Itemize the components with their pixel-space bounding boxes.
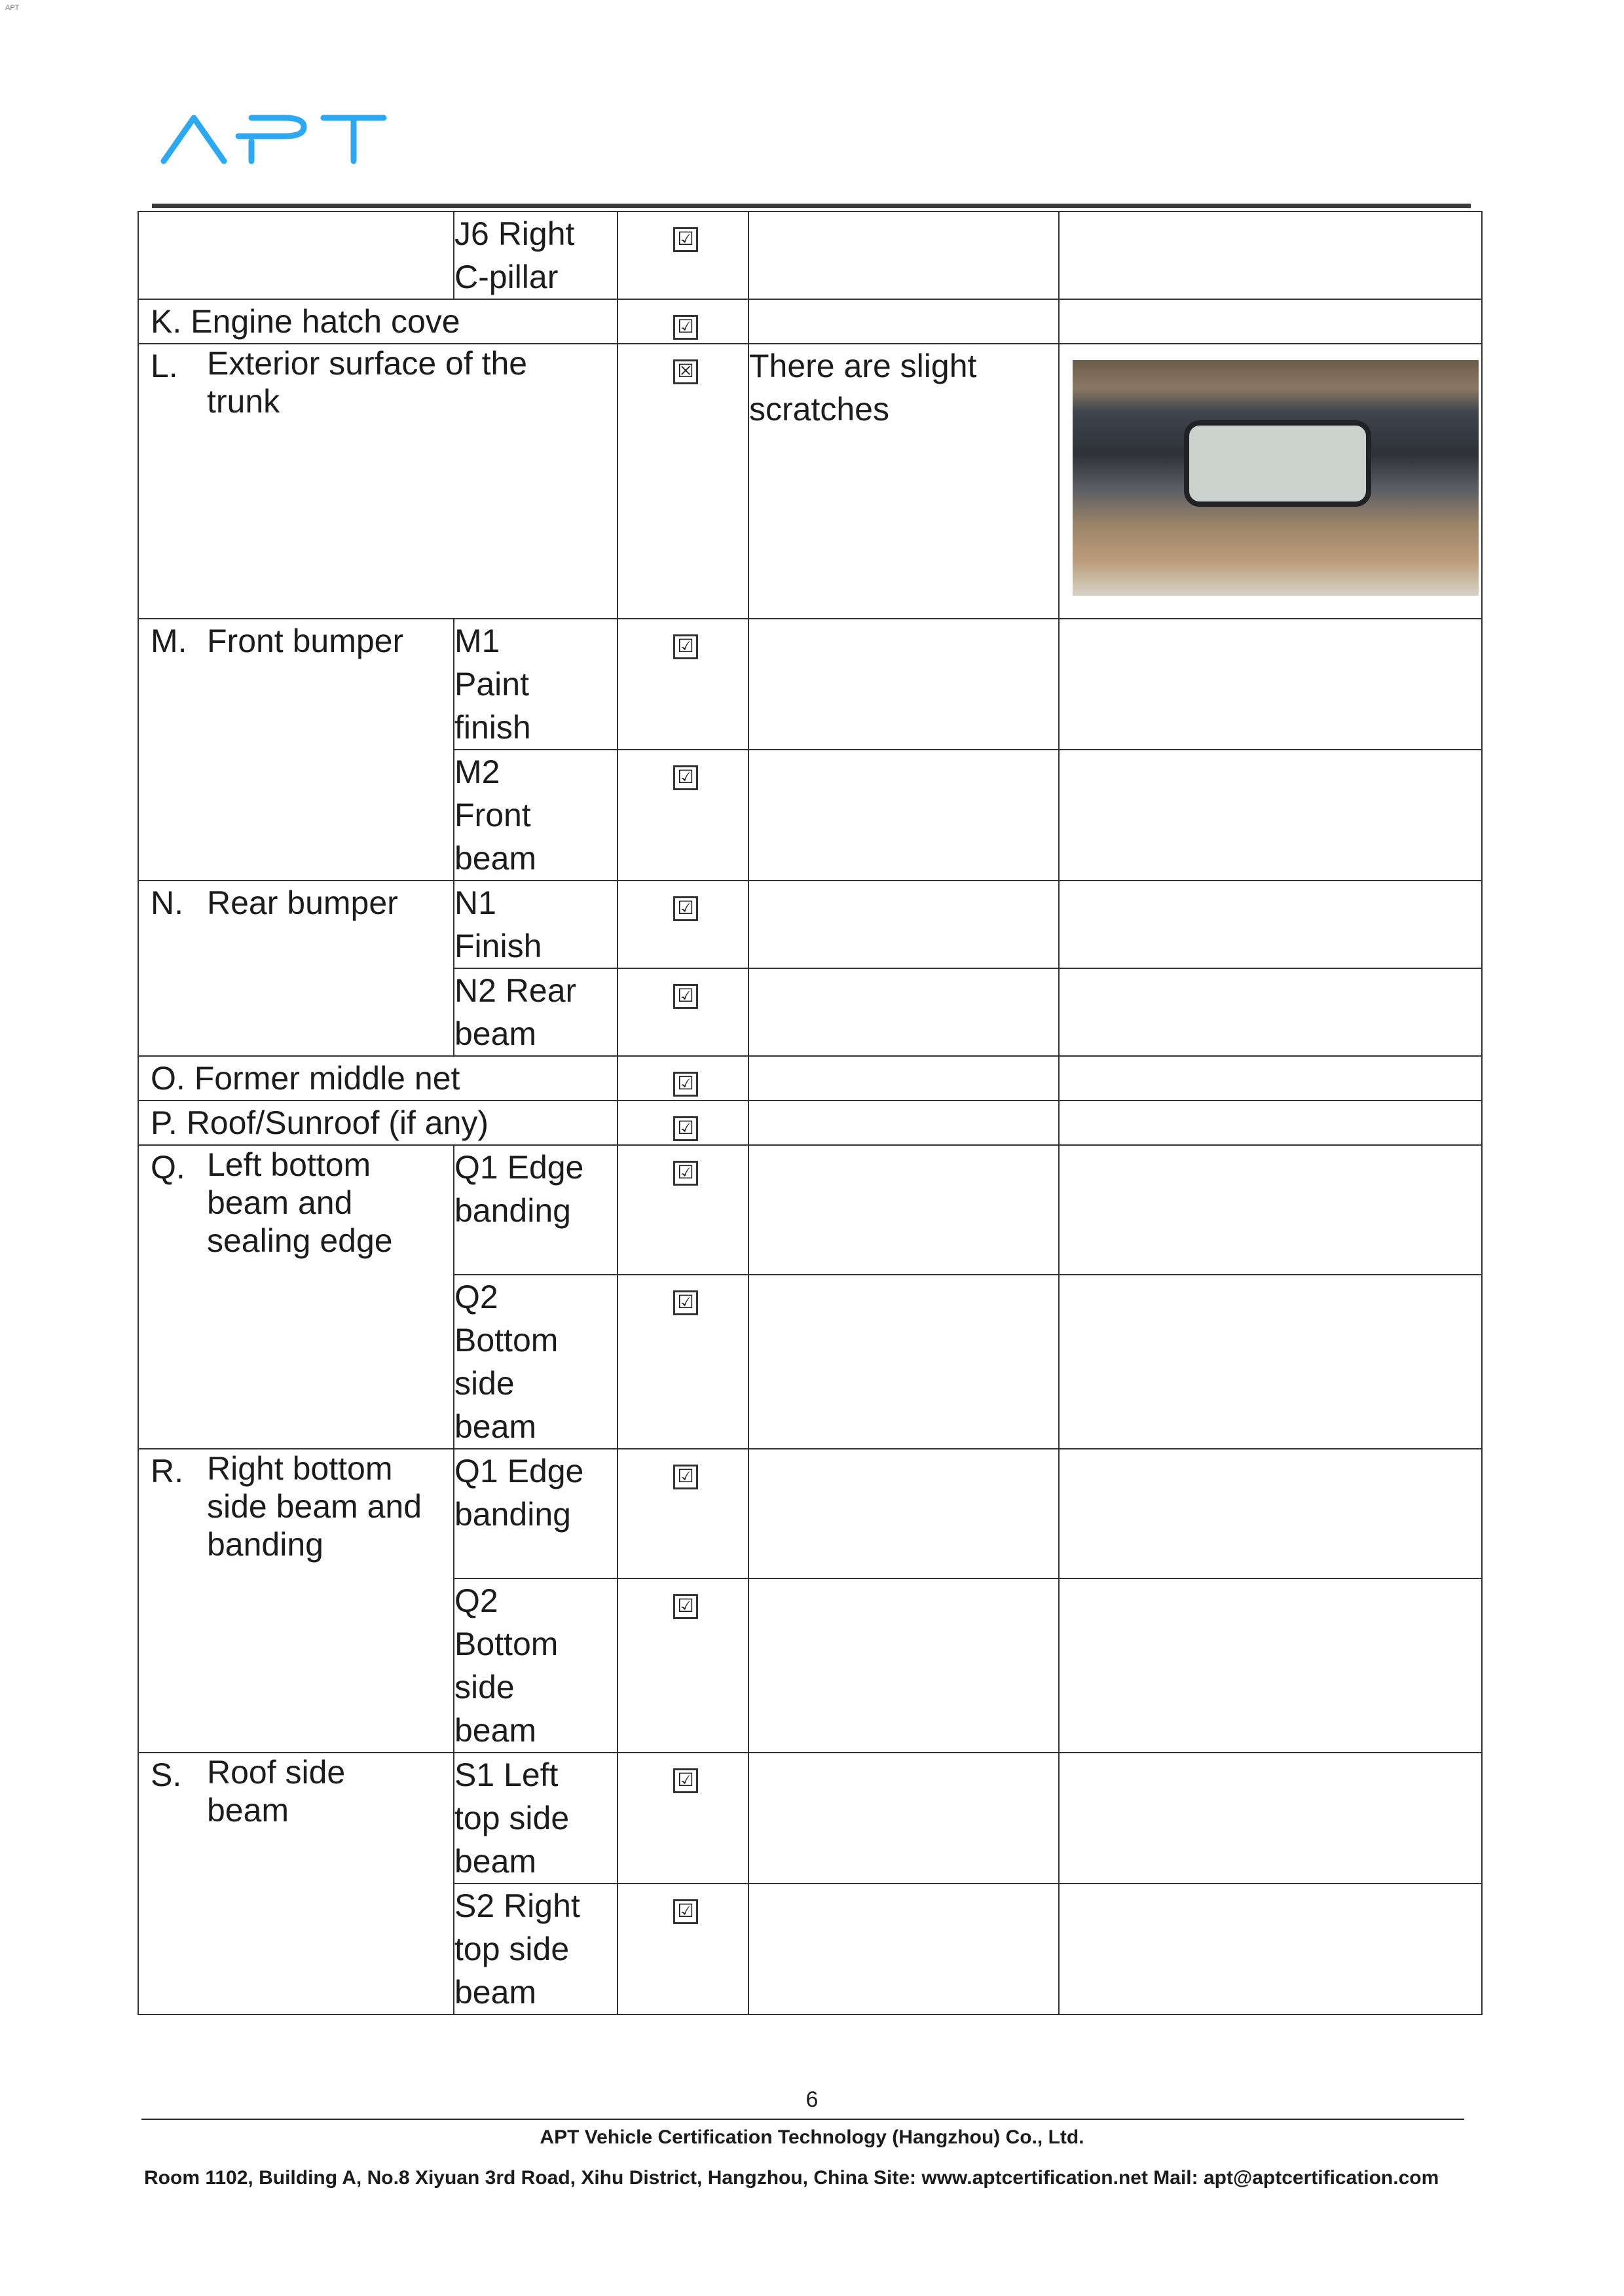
- item-label: Right bottom side beam and banding: [207, 1450, 422, 1563]
- photo-cell: [1059, 1145, 1482, 1275]
- item-label: Roof/Sunroof (if any): [186, 1104, 489, 1141]
- photo-cell: [1059, 881, 1482, 968]
- item-cell: [138, 1449, 454, 1753]
- table-row: [138, 1056, 1482, 1101]
- remark-cell: [748, 1449, 1059, 1578]
- checkbox[interactable]: ☑: [673, 1161, 698, 1186]
- photo-cell: [1059, 1275, 1482, 1449]
- photo-cell: [1059, 1449, 1482, 1578]
- trunk-photo: [1073, 360, 1479, 596]
- item-label: Roof side beam: [207, 1754, 346, 1829]
- table-row: [138, 881, 1482, 968]
- checkbox[interactable]: ☑: [673, 896, 698, 921]
- photo-cell: [1059, 619, 1482, 750]
- item-cell: [138, 211, 454, 299]
- page-number: 6: [805, 2087, 819, 2112]
- item-code: K.: [151, 303, 182, 340]
- item-code: Q.: [151, 1149, 185, 1186]
- photo-cell: [1059, 299, 1482, 344]
- remark-cell: [748, 750, 1059, 881]
- checkbox[interactable]: ☑: [673, 765, 698, 790]
- remark-cell: [748, 1056, 1059, 1101]
- photo-cell: [1059, 1884, 1482, 2014]
- apt-logo: [160, 111, 389, 165]
- checkbox[interactable]: ☑: [673, 1768, 698, 1793]
- remark-cell: [748, 1145, 1059, 1275]
- item-label: Exterior surface of the trunk: [207, 345, 528, 420]
- table-row: [138, 619, 1482, 750]
- remark-cell: There are slight scratches: [748, 344, 1059, 619]
- footer-address: Room 1102, Building A, No.8 Xiyuan 3rd Road, Xihu District, Hangzhou, China Site: www.aptcertification.net Mail: apt@aptcertification.com: [144, 2167, 1439, 2189]
- checkbox[interactable]: ☑: [673, 634, 698, 659]
- sub-item-cell: N2 Rear beam: [454, 968, 618, 1056]
- item-label: Front bumper: [207, 623, 404, 659]
- table-row: [138, 299, 1482, 344]
- sub-item-cell: J6 Right C-pillar: [454, 211, 618, 299]
- item-cell: [138, 1145, 454, 1449]
- remark-cell: [748, 1753, 1059, 1884]
- check-cell: [618, 299, 748, 344]
- item-cell: [138, 344, 618, 619]
- corner-mark: APT: [5, 4, 20, 12]
- table-row: [138, 211, 1482, 299]
- remark-cell: [748, 299, 1059, 344]
- check-cell: [618, 968, 748, 1056]
- table-row: [138, 1145, 1482, 1275]
- sub-item-cell: Q2 Bottom side beam: [454, 1578, 618, 1753]
- check-cell: [618, 881, 748, 968]
- item-code: R.: [151, 1453, 183, 1489]
- sub-item-cell: Q1 Edge banding: [454, 1145, 618, 1275]
- item-label: Rear bumper: [207, 884, 398, 921]
- check-cell: [618, 1884, 748, 2014]
- sub-item-cell: Q2 Bottom side beam: [454, 1275, 618, 1449]
- photo-cell: [1059, 1056, 1482, 1101]
- photo-cell: [1059, 1753, 1482, 1884]
- remark-cell: [748, 211, 1059, 299]
- checkbox[interactable]: ☑: [673, 1072, 698, 1097]
- photo-cell: [1059, 1101, 1482, 1145]
- sub-item-cell: Q1 Edge banding: [454, 1449, 618, 1578]
- item-cell: [138, 619, 454, 881]
- sub-item-cell: S1 Left top side beam: [454, 1753, 618, 1884]
- item-cell: [138, 881, 454, 1056]
- photo-cell: [1059, 211, 1482, 299]
- license-plate-recess: [1184, 420, 1371, 507]
- check-cell: [618, 750, 748, 881]
- photo-cell: [1059, 1578, 1482, 1753]
- table-row: [138, 1449, 1482, 1578]
- remark-cell: [748, 1578, 1059, 1753]
- item-label: Engine hatch cove: [191, 303, 460, 340]
- photo-cell: [1059, 344, 1482, 619]
- item-label: Left bottom beam and sealing edge: [207, 1146, 393, 1259]
- sub-item-cell: M1 Paint finish: [454, 619, 618, 750]
- checkbox[interactable]: ☑: [673, 227, 698, 252]
- checkbox[interactable]: ☑: [673, 1465, 698, 1489]
- checkbox[interactable]: ☑: [673, 1116, 698, 1141]
- check-cell: [618, 1101, 748, 1145]
- check-cell: [618, 344, 748, 619]
- check-cell: [618, 1753, 748, 1884]
- remark-cell: [748, 1275, 1059, 1449]
- check-cell: [618, 1275, 748, 1449]
- checkbox[interactable]: ☑: [673, 1290, 698, 1315]
- item-label: Former middle net: [194, 1060, 460, 1097]
- item-cell: [138, 1753, 454, 2014]
- checkbox[interactable]: ☑: [673, 1594, 698, 1619]
- check-cell: [618, 1449, 748, 1578]
- remark-cell: [748, 968, 1059, 1056]
- sub-item-cell: S2 Right top side beam: [454, 1884, 618, 2014]
- item-code: S.: [151, 1757, 182, 1793]
- checkbox[interactable]: ☑: [673, 984, 698, 1009]
- check-cell: [618, 1578, 748, 1753]
- check-cell: [618, 619, 748, 750]
- sub-item-cell: N1 Finish: [454, 881, 618, 968]
- header-rule: [152, 204, 1471, 208]
- table-row: [138, 344, 1482, 619]
- remark-cell: [748, 881, 1059, 968]
- item-code: P.: [151, 1104, 177, 1141]
- check-cell: [618, 1145, 748, 1275]
- item-cell: [138, 1056, 618, 1101]
- footer-rule: [141, 2119, 1464, 2120]
- remark-cell: [748, 1101, 1059, 1145]
- checkbox[interactable]: ☑: [673, 1899, 698, 1924]
- check-cell: [618, 1056, 748, 1101]
- sub-item-cell: M2 Front beam: [454, 750, 618, 881]
- item-code: N.: [151, 884, 183, 921]
- table-row: [138, 1101, 1482, 1145]
- item-code: M.: [151, 623, 187, 659]
- checkbox[interactable]: ☑: [673, 315, 698, 340]
- photo-cell: [1059, 750, 1482, 881]
- item-cell: [138, 299, 618, 344]
- item-code: L.: [151, 348, 178, 384]
- remark-cell: [748, 1884, 1059, 2014]
- footer-company: APT Vehicle Certification Technology (Hangzhou) Co., Ltd.: [540, 2126, 1084, 2148]
- item-code: O.: [151, 1060, 185, 1097]
- item-cell: [138, 1101, 618, 1145]
- inspection-table: [138, 211, 1483, 2015]
- photo-cell: [1059, 968, 1482, 1056]
- check-cell: [618, 211, 748, 299]
- table-row: [138, 1753, 1482, 1884]
- checkbox[interactable]: ☒: [673, 359, 698, 384]
- remark-cell: [748, 619, 1059, 750]
